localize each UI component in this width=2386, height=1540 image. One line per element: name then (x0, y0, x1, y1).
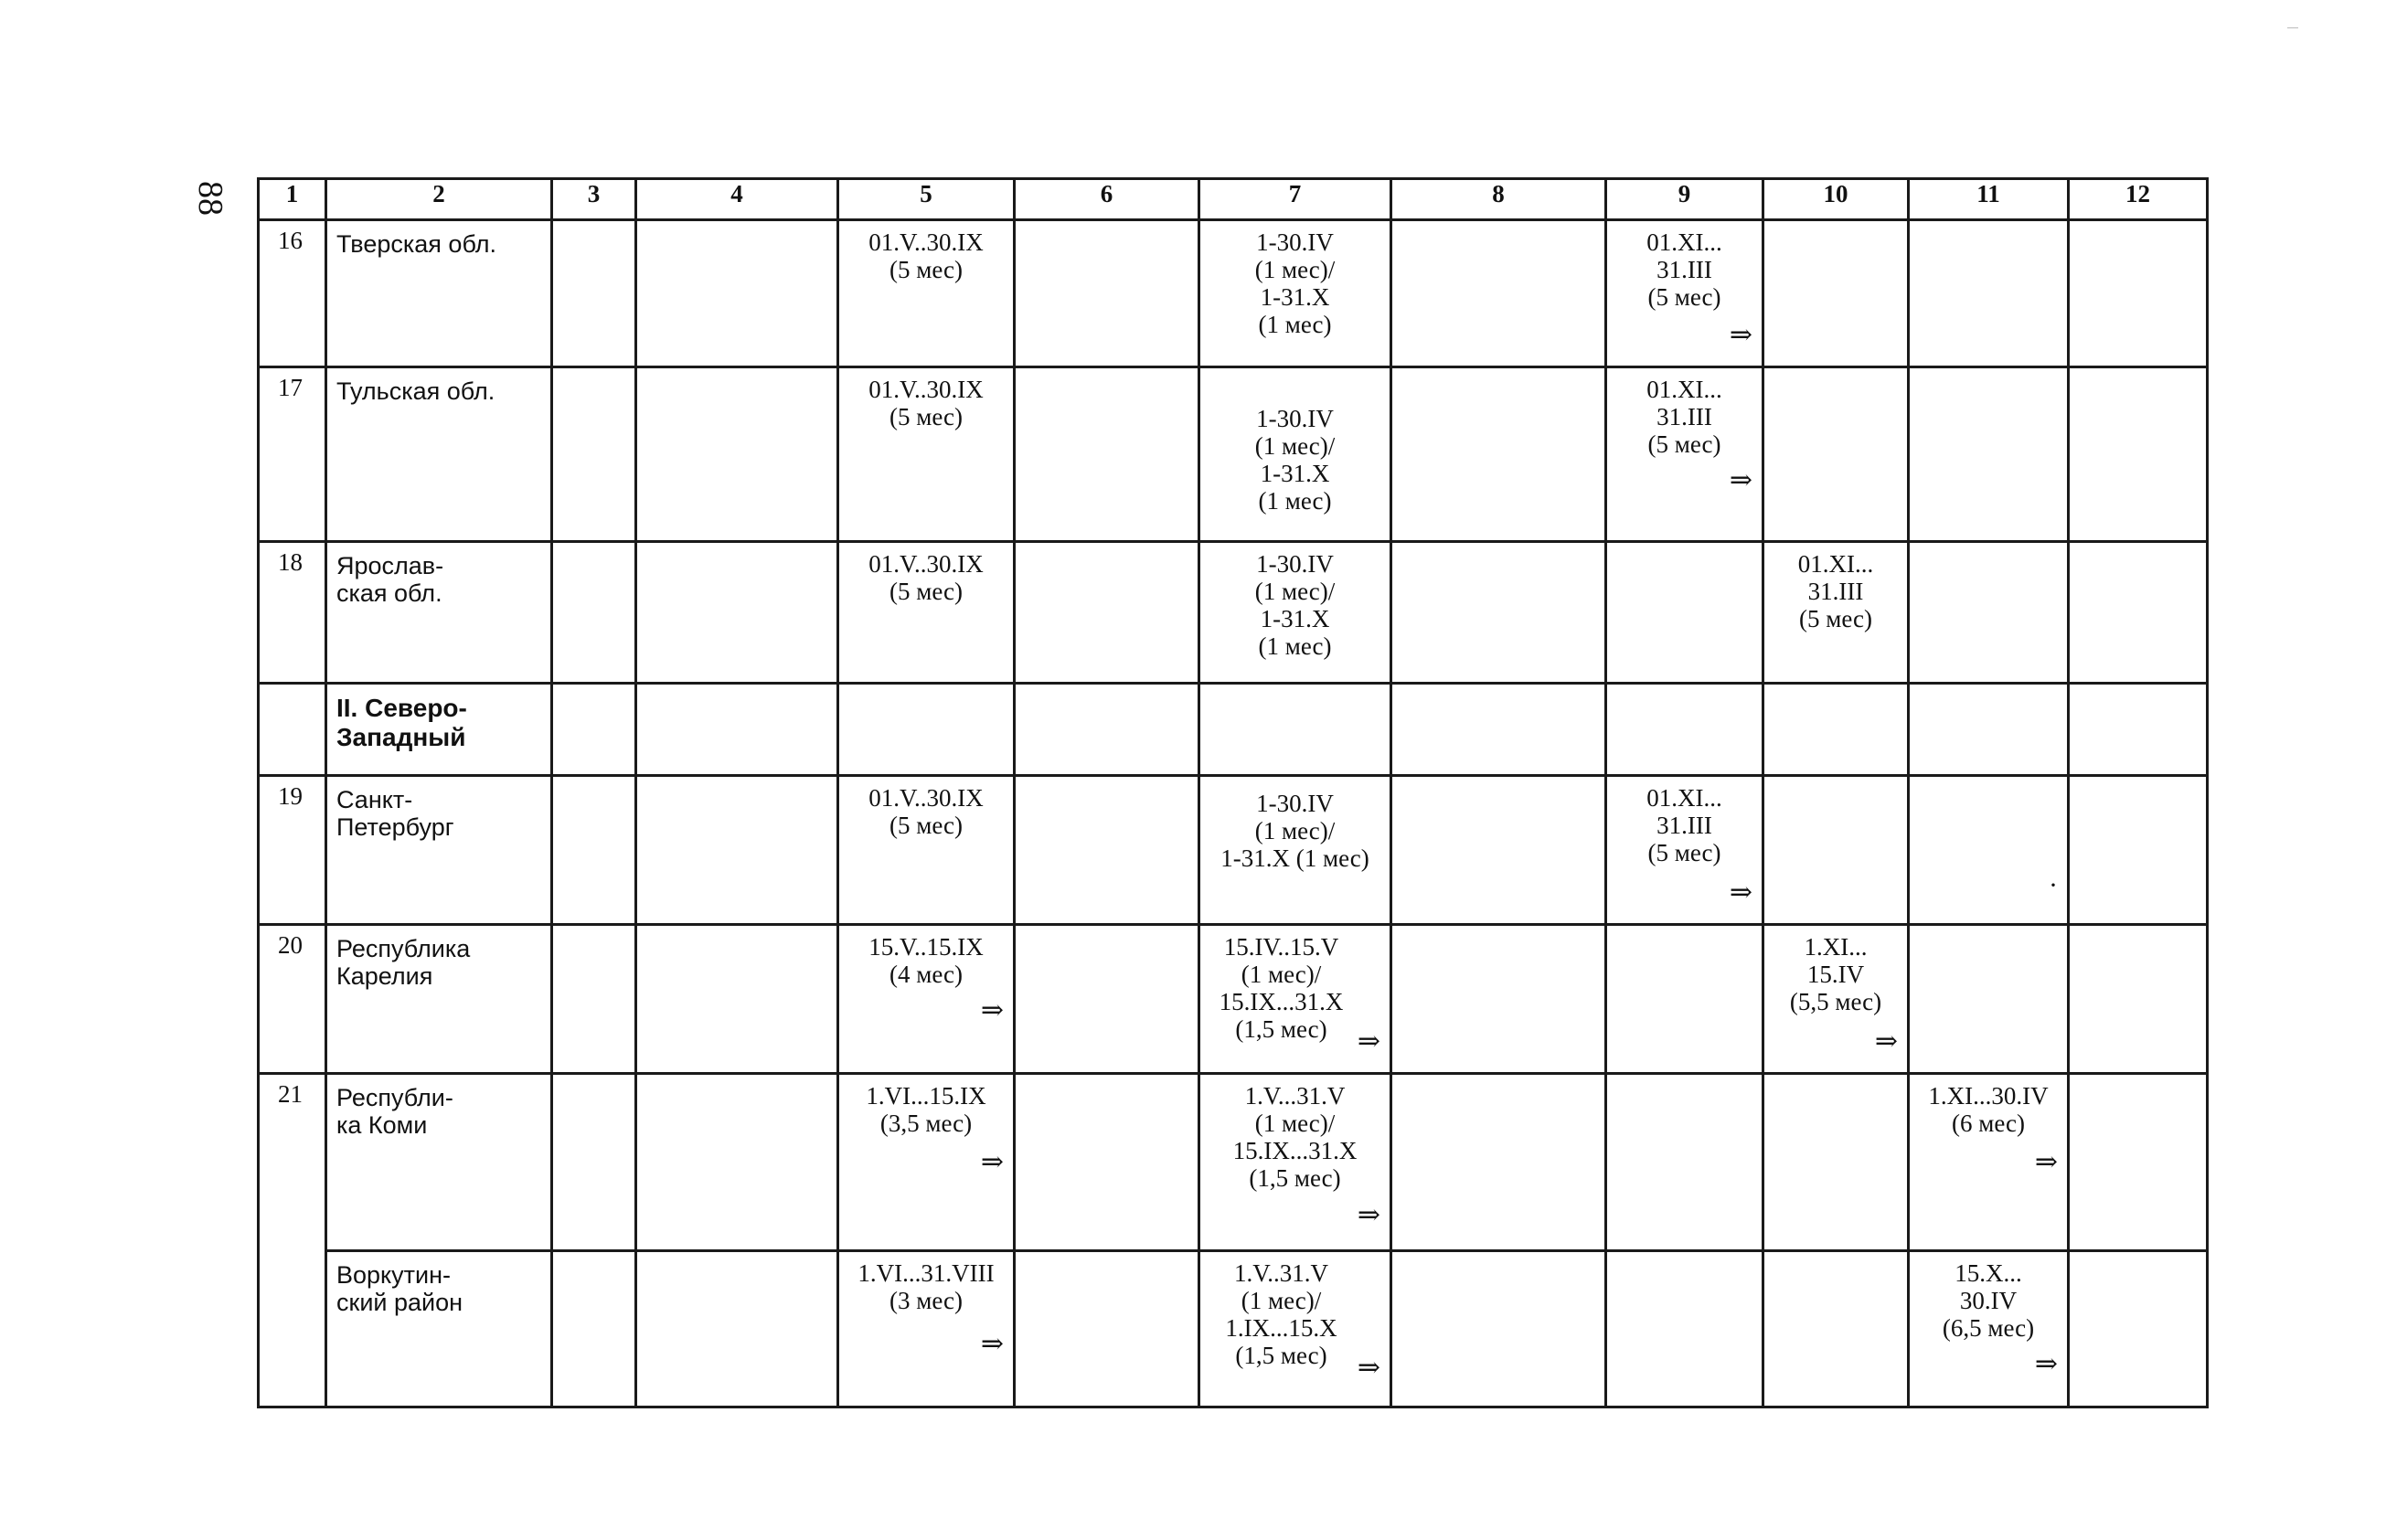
table-row (259, 1074, 2208, 1251)
header-cell: 3 (552, 179, 636, 220)
cell-7: 1-30.IV (1 мес)/ 1-31.X (1 мес) (1199, 220, 1391, 367)
row-number (259, 684, 326, 776)
cell-6 (1015, 220, 1199, 367)
row-number: 16 (259, 220, 326, 367)
row-number: 18 (259, 542, 326, 684)
cell-11 (1909, 367, 2069, 542)
cell-11 (1909, 542, 2069, 684)
page-number: 88 (191, 181, 229, 216)
cell-5: 01.V..30.IX (5 мес) (838, 542, 1015, 684)
cell-5: 01.V..30.IX (5 мес) (838, 367, 1015, 542)
cell-3 (552, 220, 636, 367)
cell-5: 15.V..15.IX (4 мес) ⇒ (838, 925, 1015, 1074)
cell-9 (1606, 1251, 1763, 1407)
cell-8 (1391, 684, 1606, 776)
cell-12 (2069, 684, 2208, 776)
cell-5 (838, 684, 1015, 776)
cell-7: 1.V..31.V (1 мес)/ 1.IX...15.X (1,5 мес) ⇒ (1199, 1251, 1391, 1407)
continuation-arrow-icon: ⇒ (1357, 1200, 1380, 1230)
continuation-arrow-icon: ⇒ (1357, 1353, 1380, 1383)
header-row (259, 179, 2208, 220)
cell-7: 1-30.IV (1 мес)/ 1-31.X (1 мес) (1199, 542, 1391, 684)
cell-3 (552, 542, 636, 684)
cell-6 (1015, 542, 1199, 684)
cell-9: 01.XI... 31.III (5 мес) ⇒ (1606, 220, 1763, 367)
cell-4 (636, 684, 838, 776)
cell-12 (2069, 367, 2208, 542)
cell-11: 1.XI...30.IV (6 мес) ⇒ (1909, 1074, 2069, 1251)
continuation-arrow-icon: ⇒ (1729, 320, 1752, 350)
continuation-arrow-icon: ⇒ (1729, 877, 1752, 908)
cell-11 (1909, 684, 2069, 776)
cell-5: 1.VI...31.VIII (3 мес) ⇒ (838, 1251, 1015, 1407)
header-cell: 9 (1606, 179, 1763, 220)
cell-11 (1909, 925, 2069, 1074)
cell-7: 1-30.IV (1 мес)/ 1-31.X (1 мес) (1199, 367, 1391, 542)
region-name: Республика Карелия (326, 925, 552, 1074)
cell-10 (1763, 684, 1909, 776)
table-row (259, 925, 2208, 1074)
cell-4 (636, 1251, 838, 1407)
continuation-arrow-icon: ⇒ (2034, 1147, 2058, 1177)
cell-12 (2069, 776, 2208, 925)
cell-8 (1391, 1251, 1606, 1407)
header-cell: 2 (326, 179, 552, 220)
header-cell: 11 (1909, 179, 2069, 220)
header-cell: 7 (1199, 179, 1391, 220)
cell-8 (1391, 220, 1606, 367)
cell-7 (1199, 684, 1391, 776)
cell-9 (1606, 925, 1763, 1074)
cell-10: 01.XI... 31.III (5 мес) (1763, 542, 1909, 684)
cell-8 (1391, 542, 1606, 684)
cell-7: 15.IV..15.V (1 мес)/ 15.IX...31.X (1,5 мес) ⇒ (1199, 925, 1391, 1074)
cell-9 (1606, 684, 1763, 776)
continuation-arrow-icon: ⇒ (1729, 465, 1752, 495)
section-row (259, 684, 2208, 776)
table-row (259, 542, 2208, 684)
continuation-arrow-icon: ⇒ (980, 995, 1004, 1025)
cell-8 (1391, 925, 1606, 1074)
stray-dot: · (2049, 870, 2058, 900)
cell-12 (2069, 542, 2208, 684)
cell-3 (552, 776, 636, 925)
table-row (259, 367, 2208, 542)
cell-10 (1763, 776, 1909, 925)
cell-11 (1909, 776, 2069, 925)
continuation-arrow-icon: ⇒ (1357, 1026, 1380, 1057)
row-number: 19 (259, 776, 326, 925)
cell-3 (552, 1251, 636, 1407)
cell-4 (636, 925, 838, 1074)
header-cell: 5 (838, 179, 1015, 220)
climate-periods-table (257, 177, 2209, 1408)
header-cell: 8 (1391, 179, 1606, 220)
cell-11 (1909, 220, 2069, 367)
cell-4 (636, 1074, 838, 1251)
region-name: Санкт- Петербург (326, 776, 552, 925)
cell-12 (2069, 1074, 2208, 1251)
cell-6 (1015, 776, 1199, 925)
cell-3 (552, 925, 636, 1074)
region-name: Республи- ка Коми (326, 1074, 552, 1251)
cell-4 (636, 542, 838, 684)
cell-9 (1606, 1074, 1763, 1251)
cell-10 (1763, 1074, 1909, 1251)
cell-10 (1763, 220, 1909, 367)
cell-4 (636, 220, 838, 367)
header-cell: 10 (1763, 179, 1909, 220)
cell-5: 01.V..30.IX (5 мес) (838, 220, 1015, 367)
table-row (259, 1251, 2208, 1407)
cell-3 (552, 684, 636, 776)
table-row (259, 220, 2208, 367)
continuation-arrow-icon: ⇒ (980, 1147, 1004, 1177)
scan-mark (2287, 27, 2298, 28)
cell-5: 01.V..30.IX (5 мес) (838, 776, 1015, 925)
row-number: 20 (259, 925, 326, 1074)
cell-8 (1391, 367, 1606, 542)
cell-6 (1015, 684, 1199, 776)
cell-3 (552, 367, 636, 542)
cell-12 (2069, 1251, 2208, 1407)
header-cell: 4 (636, 179, 838, 220)
continuation-arrow-icon: ⇒ (1874, 1026, 1898, 1057)
cell-11: 15.X... 30.IV (6,5 мес) ⇒ (1909, 1251, 2069, 1407)
cell-10: 1.XI... 15.IV (5,5 мес) ⇒ (1763, 925, 1909, 1074)
cell-3 (552, 1074, 636, 1251)
region-name: Тверская обл. (326, 220, 552, 367)
region-name: Ярослав- ская обл. (326, 542, 552, 684)
cell-6 (1015, 925, 1199, 1074)
header-cell: 6 (1015, 179, 1199, 220)
cell-9: 01.XI... 31.III (5 мес) ⇒ (1606, 776, 1763, 925)
continuation-arrow-icon: ⇒ (980, 1329, 1004, 1359)
cell-6 (1015, 1251, 1199, 1407)
cell-10 (1763, 1251, 1909, 1407)
cell-12 (2069, 925, 2208, 1074)
row-number: 21 (259, 1074, 326, 1407)
region-name: Воркутин- ский район (326, 1251, 552, 1407)
section-title: II. Северо- Западный (326, 684, 552, 776)
cell-4 (636, 367, 838, 542)
region-name: Тульская обл. (326, 367, 552, 542)
header-cell: 12 (2069, 179, 2208, 220)
cell-7: 1.V...31.V (1 мес)/ 15.IX...31.X (1,5 мес) ⇒ (1199, 1074, 1391, 1251)
cell-6 (1015, 1074, 1199, 1251)
cell-5: 1.VI...15.IX (3,5 мес) ⇒ (838, 1074, 1015, 1251)
cell-4 (636, 776, 838, 925)
cell-6 (1015, 367, 1199, 542)
cell-7: 1-30.IV (1 мес)/ 1-31.X (1 мес) (1199, 776, 1391, 925)
cell-9: 01.XI... 31.III (5 мес) ⇒ (1606, 367, 1763, 542)
cell-8 (1391, 1074, 1606, 1251)
header-cell: 1 (259, 179, 326, 220)
cell-10 (1763, 367, 1909, 542)
row-number: 17 (259, 367, 326, 542)
continuation-arrow-icon: ⇒ (2034, 1349, 2058, 1379)
cell-12 (2069, 220, 2208, 367)
cell-9 (1606, 542, 1763, 684)
cell-8 (1391, 776, 1606, 925)
table-row (259, 776, 2208, 925)
